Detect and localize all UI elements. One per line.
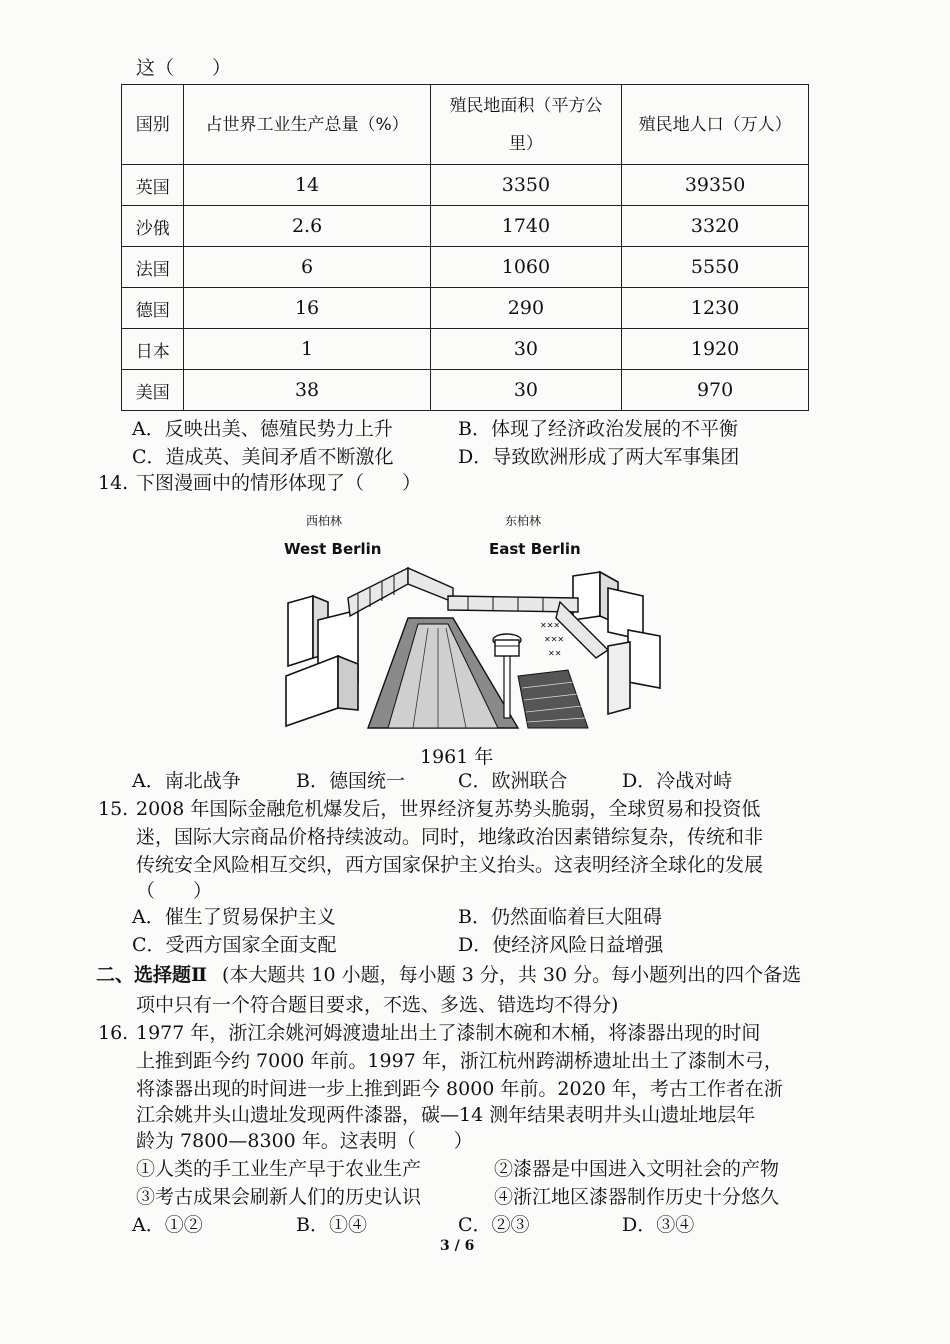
west-berlin-cn-label: 西柏林 [306, 514, 343, 528]
q14-option-d[interactable]: D．冷战对峙 [622, 770, 733, 792]
table-cell: 3320 [622, 206, 809, 247]
q15-line: （ ） [136, 880, 213, 902]
table-cell: 法国 [122, 247, 184, 288]
q16-option-a[interactable]: A．①② [132, 1214, 203, 1236]
q15-option-a[interactable]: A．催生了贸易保护主义 [132, 906, 336, 928]
q16-number: 16. [98, 1022, 129, 1044]
section-title: 二、选择题Ⅱ [96, 964, 208, 986]
q13-option-c[interactable]: C．造成英、美间矛盾不断激化 [132, 446, 394, 468]
table-cell: 30 [430, 329, 621, 370]
table-cell: 16 [184, 288, 430, 329]
table-header-cell: 占世界工业生产总量（%） [184, 85, 430, 165]
colonial-power-table [121, 84, 809, 411]
q15-option-c[interactable]: C．受西方国家全面支配 [132, 934, 337, 956]
table-cell: 1740 [430, 206, 621, 247]
q16-statement: ①人类的手工业生产早于农业生产 [136, 1158, 422, 1180]
q16-line: 上推到距今约 7000 年前。1997 年，浙江杭州跨湖桥遗址出土了漆制木弓， [136, 1050, 783, 1072]
table-cell: 30 [430, 370, 621, 411]
q15-line: 迷，国际大宗商品价格持续波动。同时，地缘政治因素错综复杂，传统和非 [136, 826, 764, 848]
table-cell: 沙俄 [122, 206, 184, 247]
table-header-row [122, 85, 809, 165]
figure-caption: 1961 年 [420, 746, 494, 768]
table-cell: 290 [430, 288, 621, 329]
table-cell: 美国 [122, 370, 184, 411]
east-berlin-en-label: East Berlin [489, 540, 581, 558]
svg-text:✕✕✕: ✕✕✕ [540, 621, 561, 630]
table-cell: 14 [184, 165, 430, 206]
table-row [122, 329, 809, 370]
table-cell: 1060 [430, 247, 621, 288]
page-number: 3 / 6 [440, 1238, 475, 1254]
table-header-cell: 殖民地面积（平方公里） [430, 85, 621, 165]
table-cell: 2.6 [184, 206, 430, 247]
q13-option-a[interactable]: A．反映出美、德殖民势力上升 [132, 418, 393, 440]
table-cell: 6 [184, 247, 430, 288]
table-cell: 5550 [622, 247, 809, 288]
table-row [122, 206, 809, 247]
q16-option-c[interactable]: C．②③ [458, 1214, 530, 1236]
west-berlin-en-label: West Berlin [284, 540, 382, 558]
q15-line: 传统安全风险相互交织，西方国家保护主义抬头。这表明经济全球化的发展 [136, 854, 764, 876]
table-row [122, 165, 809, 206]
table-cell: 1920 [622, 329, 809, 370]
section-description: 项中只有一个符合题目要求，不选、多选、错选均不得分) [136, 994, 619, 1016]
q13-option-b[interactable]: B．体现了经济政治发展的不平衡 [458, 418, 738, 440]
q16-statement: ②漆器是中国进入文明社会的产物 [494, 1158, 780, 1180]
q16-line: 将漆器出现的时间进一步上推到距今 8000 年前。2020 年，考古工作者在浙 [136, 1078, 783, 1100]
svg-text:✕✕✕: ✕✕✕ [544, 635, 565, 644]
q16-line: 龄为 7800—8300 年。这表明（ ） [136, 1130, 473, 1152]
q14-number: 14. [98, 472, 129, 494]
table-cell: 38 [184, 370, 430, 411]
table-cell: 1230 [622, 288, 809, 329]
table-header-cell: 殖民地人口（万人） [622, 85, 809, 165]
q14-option-c[interactable]: C．欧洲联合 [458, 770, 568, 792]
table-cell: 970 [622, 370, 809, 411]
q15-option-d[interactable]: D．使经济风险日益增强 [458, 934, 664, 956]
table-cell: 1 [184, 329, 430, 370]
section-description: (本大题共 10 小题，每小题 3 分，共 30 分。每小题列出的四个备选 [222, 964, 802, 986]
q14-option-a[interactable]: A．南北战争 [132, 770, 241, 792]
table-cell: 英国 [122, 165, 184, 206]
table-row [122, 247, 809, 288]
q15-line: 2008 年国际金融危机爆发后，世界经济复苏势头脆弱，全球贸易和投资低 [136, 798, 761, 820]
q16-option-b[interactable]: B．①④ [296, 1214, 367, 1236]
berlin-wall-cartoon [278, 558, 668, 730]
q16-line: 江余姚井头山遗址发现两件漆器，碳—14 测年结果表明井头山遗址地层年 [136, 1104, 756, 1126]
table-cell: 德国 [122, 288, 184, 329]
q16-option-d[interactable]: D．③④ [622, 1214, 695, 1236]
table-cell: 3350 [430, 165, 621, 206]
table-cell: 39350 [622, 165, 809, 206]
q14-stem: 下图漫画中的情形体现了（ ） [136, 472, 422, 494]
table-row [122, 370, 809, 411]
q15-number: 15. [98, 798, 129, 820]
table-cell: 日本 [122, 329, 184, 370]
q13-stem-tail: 这（ ） [136, 57, 232, 79]
q16-statement: ③考古成果会刷新人们的历史认识 [136, 1186, 422, 1208]
east-berlin-cn-label: 东柏林 [505, 514, 542, 528]
q14-option-b[interactable]: B．德国统一 [296, 770, 405, 792]
q16-statement: ④浙江地区漆器制作历史十分悠久 [494, 1186, 780, 1208]
q13-option-d[interactable]: D．导致欧洲形成了两大军事集团 [458, 446, 740, 468]
q16-line: 1977 年，浙江余姚河姆渡遗址出土了漆制木碗和木桶，将漆器出现的时间 [136, 1022, 761, 1044]
table-header-cell: 国别 [122, 85, 184, 165]
svg-text:✕✕: ✕✕ [548, 649, 562, 658]
q15-option-b[interactable]: B．仍然面临着巨大阻碍 [458, 906, 662, 928]
table-row [122, 288, 809, 329]
